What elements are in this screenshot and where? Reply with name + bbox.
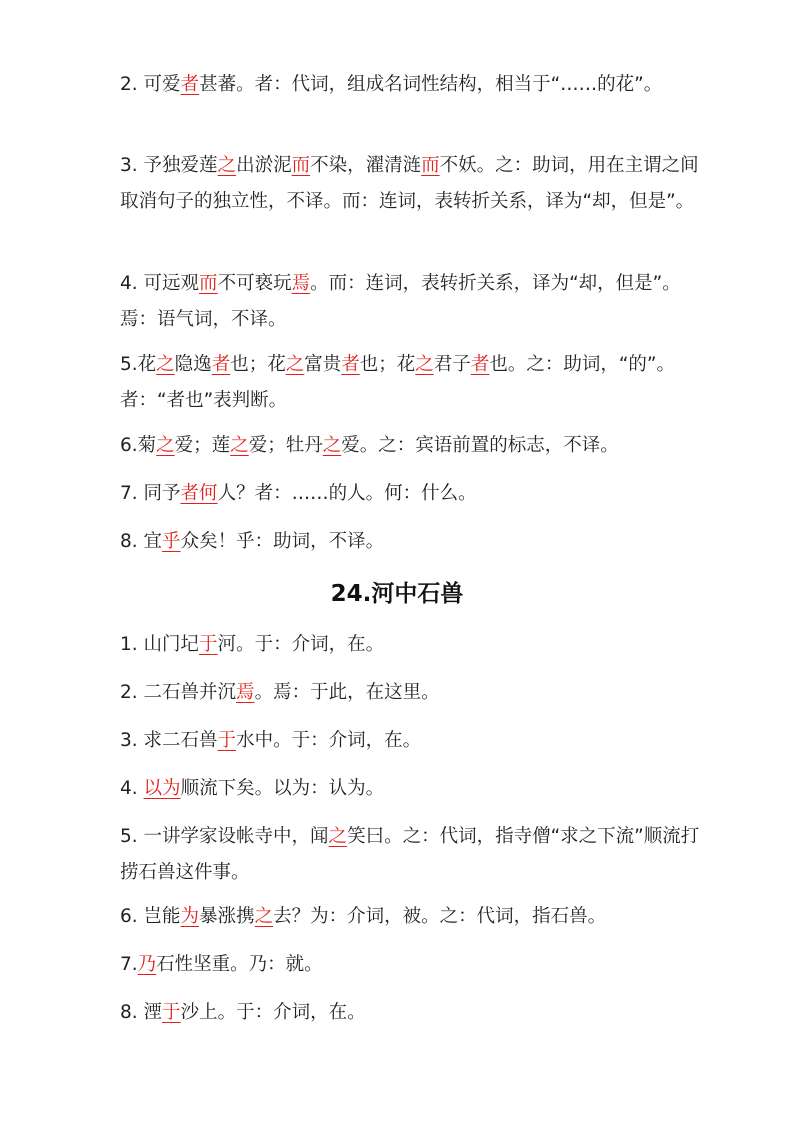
- highlighted-word: 之: [217, 155, 237, 176]
- text-segment: 2. 二石兽并沉: [120, 682, 237, 703]
- text-segment: 8. 湮: [120, 1002, 163, 1023]
- text-segment: 不染，濯清涟: [310, 155, 422, 176]
- highlighted-word: 焉: [291, 273, 311, 294]
- stone-beast-note-item-5: [120, 819, 705, 891]
- lotus-note-item-5: [120, 428, 705, 464]
- text-segment: 4.: [120, 778, 144, 799]
- text-segment: 也；花: [359, 354, 416, 375]
- highlighted-word: 而: [421, 155, 440, 176]
- lotus-note-item-1: [120, 67, 705, 103]
- stone-beast-note-item-7: [120, 947, 705, 983]
- text-segment: 1. 山门圮: [120, 634, 200, 655]
- highlighted-word: 之: [328, 826, 348, 847]
- text-segment: 顺流下矣。以为：认为。: [180, 778, 385, 799]
- lotus-note-item-2: [120, 148, 705, 220]
- highlighted-word: 之: [254, 906, 274, 927]
- highlighted-word: 者何: [180, 483, 218, 504]
- highlighted-word: 者: [341, 354, 360, 375]
- text-segment: 笑曰。之：代词，指寺僧“求之下流”顺流打捞石兽这件事。: [120, 826, 700, 883]
- text-segment: 不可亵玩: [217, 273, 292, 294]
- text-segment: 水中。于：介词，在。: [236, 730, 422, 751]
- stone-beast-note-item-8: [120, 995, 705, 1031]
- highlighted-word: 之: [156, 354, 175, 375]
- text-segment: 人？者：……的人。何：什么。: [217, 483, 477, 504]
- highlighted-word: 者: [180, 74, 200, 95]
- text-segment: 也；花: [230, 354, 286, 375]
- text-segment: 3. 予独爱莲: [120, 155, 218, 176]
- text-segment: 君子: [433, 354, 471, 375]
- text-segment: 6.菊: [120, 435, 157, 456]
- lotus-note-item-3: [120, 266, 705, 338]
- text-segment: 8. 宜: [120, 531, 163, 552]
- stone-beast-note-item-4: [120, 771, 705, 807]
- highlighted-word: 以为: [143, 778, 181, 799]
- highlighted-word: 为: [180, 906, 200, 927]
- text-segment: 不妖。之：助词，用在主谓之间取消句子的独立性，不译。而：连词，表转折关系，译为“却，但是”。: [120, 155, 699, 212]
- text-segment: 河。于：介词，在。: [217, 634, 385, 655]
- highlighted-word: 而: [291, 155, 311, 176]
- highlighted-word: 之: [156, 435, 175, 456]
- text-segment: 出淤泥: [236, 155, 292, 176]
- text-segment: 富贵: [304, 354, 342, 375]
- text-segment: 去？为：介词，被。之：代词，指石兽。: [273, 906, 607, 927]
- text-segment: 爱。之：宾语前置的标志，不译。: [341, 435, 619, 456]
- text-segment: 4. 可远观: [120, 273, 200, 294]
- text-segment: 。而：连词，表转折关系，译为“却，但是”。焉：语气词，不译。: [120, 273, 681, 330]
- lotus-note-item-4: [120, 347, 705, 419]
- stone-beast-note-item-1: [120, 627, 705, 663]
- highlighted-word: 者: [470, 354, 490, 375]
- highlighted-word: 之: [415, 354, 434, 375]
- stone-beast-note-item-2: [120, 675, 705, 711]
- text-segment: 暴涨携: [199, 906, 255, 927]
- text-segment: 。焉：于此，在这里。: [254, 682, 440, 703]
- stone-beast-note-item-6: [120, 899, 705, 935]
- highlighted-word: 之: [285, 354, 305, 375]
- highlighted-word: 而: [199, 273, 218, 294]
- highlighted-word: 乎: [162, 531, 181, 552]
- text-segment: 隐逸: [174, 354, 212, 375]
- lotus-note-item-7: [120, 524, 705, 560]
- text-segment: 爱；莲: [174, 435, 231, 456]
- text-segment: 3. 求二石兽: [120, 730, 218, 751]
- text-segment: 5. 一讲学家设帐寺中，闻: [120, 826, 329, 847]
- text-segment: 也。之：助词，“的”。者：“者也”表判断。: [120, 354, 675, 411]
- text-segment: 6. 岂能: [120, 906, 181, 927]
- highlighted-word: 焉: [236, 682, 255, 703]
- text-segment: 甚蕃。者：代词，组成名词性结构，相当于“……的花”。: [199, 74, 663, 95]
- lotus-note-item-6: [120, 476, 705, 512]
- text-segment: 2. 可爱: [120, 74, 181, 95]
- text-segment: 爱；牡丹: [248, 435, 323, 456]
- text-segment: 众矣！乎：助词，不译。: [180, 531, 385, 552]
- highlighted-word: 之: [230, 435, 249, 456]
- highlighted-word: 之: [322, 435, 342, 456]
- section-heading: 24.河中石兽: [330, 581, 464, 607]
- highlighted-word: 于: [199, 634, 218, 655]
- highlighted-word: 于: [217, 730, 237, 751]
- text-segment: 石性坚重。乃：就。: [156, 954, 323, 975]
- text-segment: 沙上。于：介词，在。: [180, 1002, 366, 1023]
- text-segment: 5.花: [120, 354, 157, 375]
- highlighted-word: 者: [211, 354, 231, 375]
- text-segment: 7.: [120, 954, 138, 975]
- stone-beast-note-item-3: [120, 723, 705, 759]
- text-segment: 7. 同予: [120, 483, 181, 504]
- highlighted-word: 于: [162, 1002, 181, 1023]
- highlighted-word: 乃: [137, 954, 157, 975]
